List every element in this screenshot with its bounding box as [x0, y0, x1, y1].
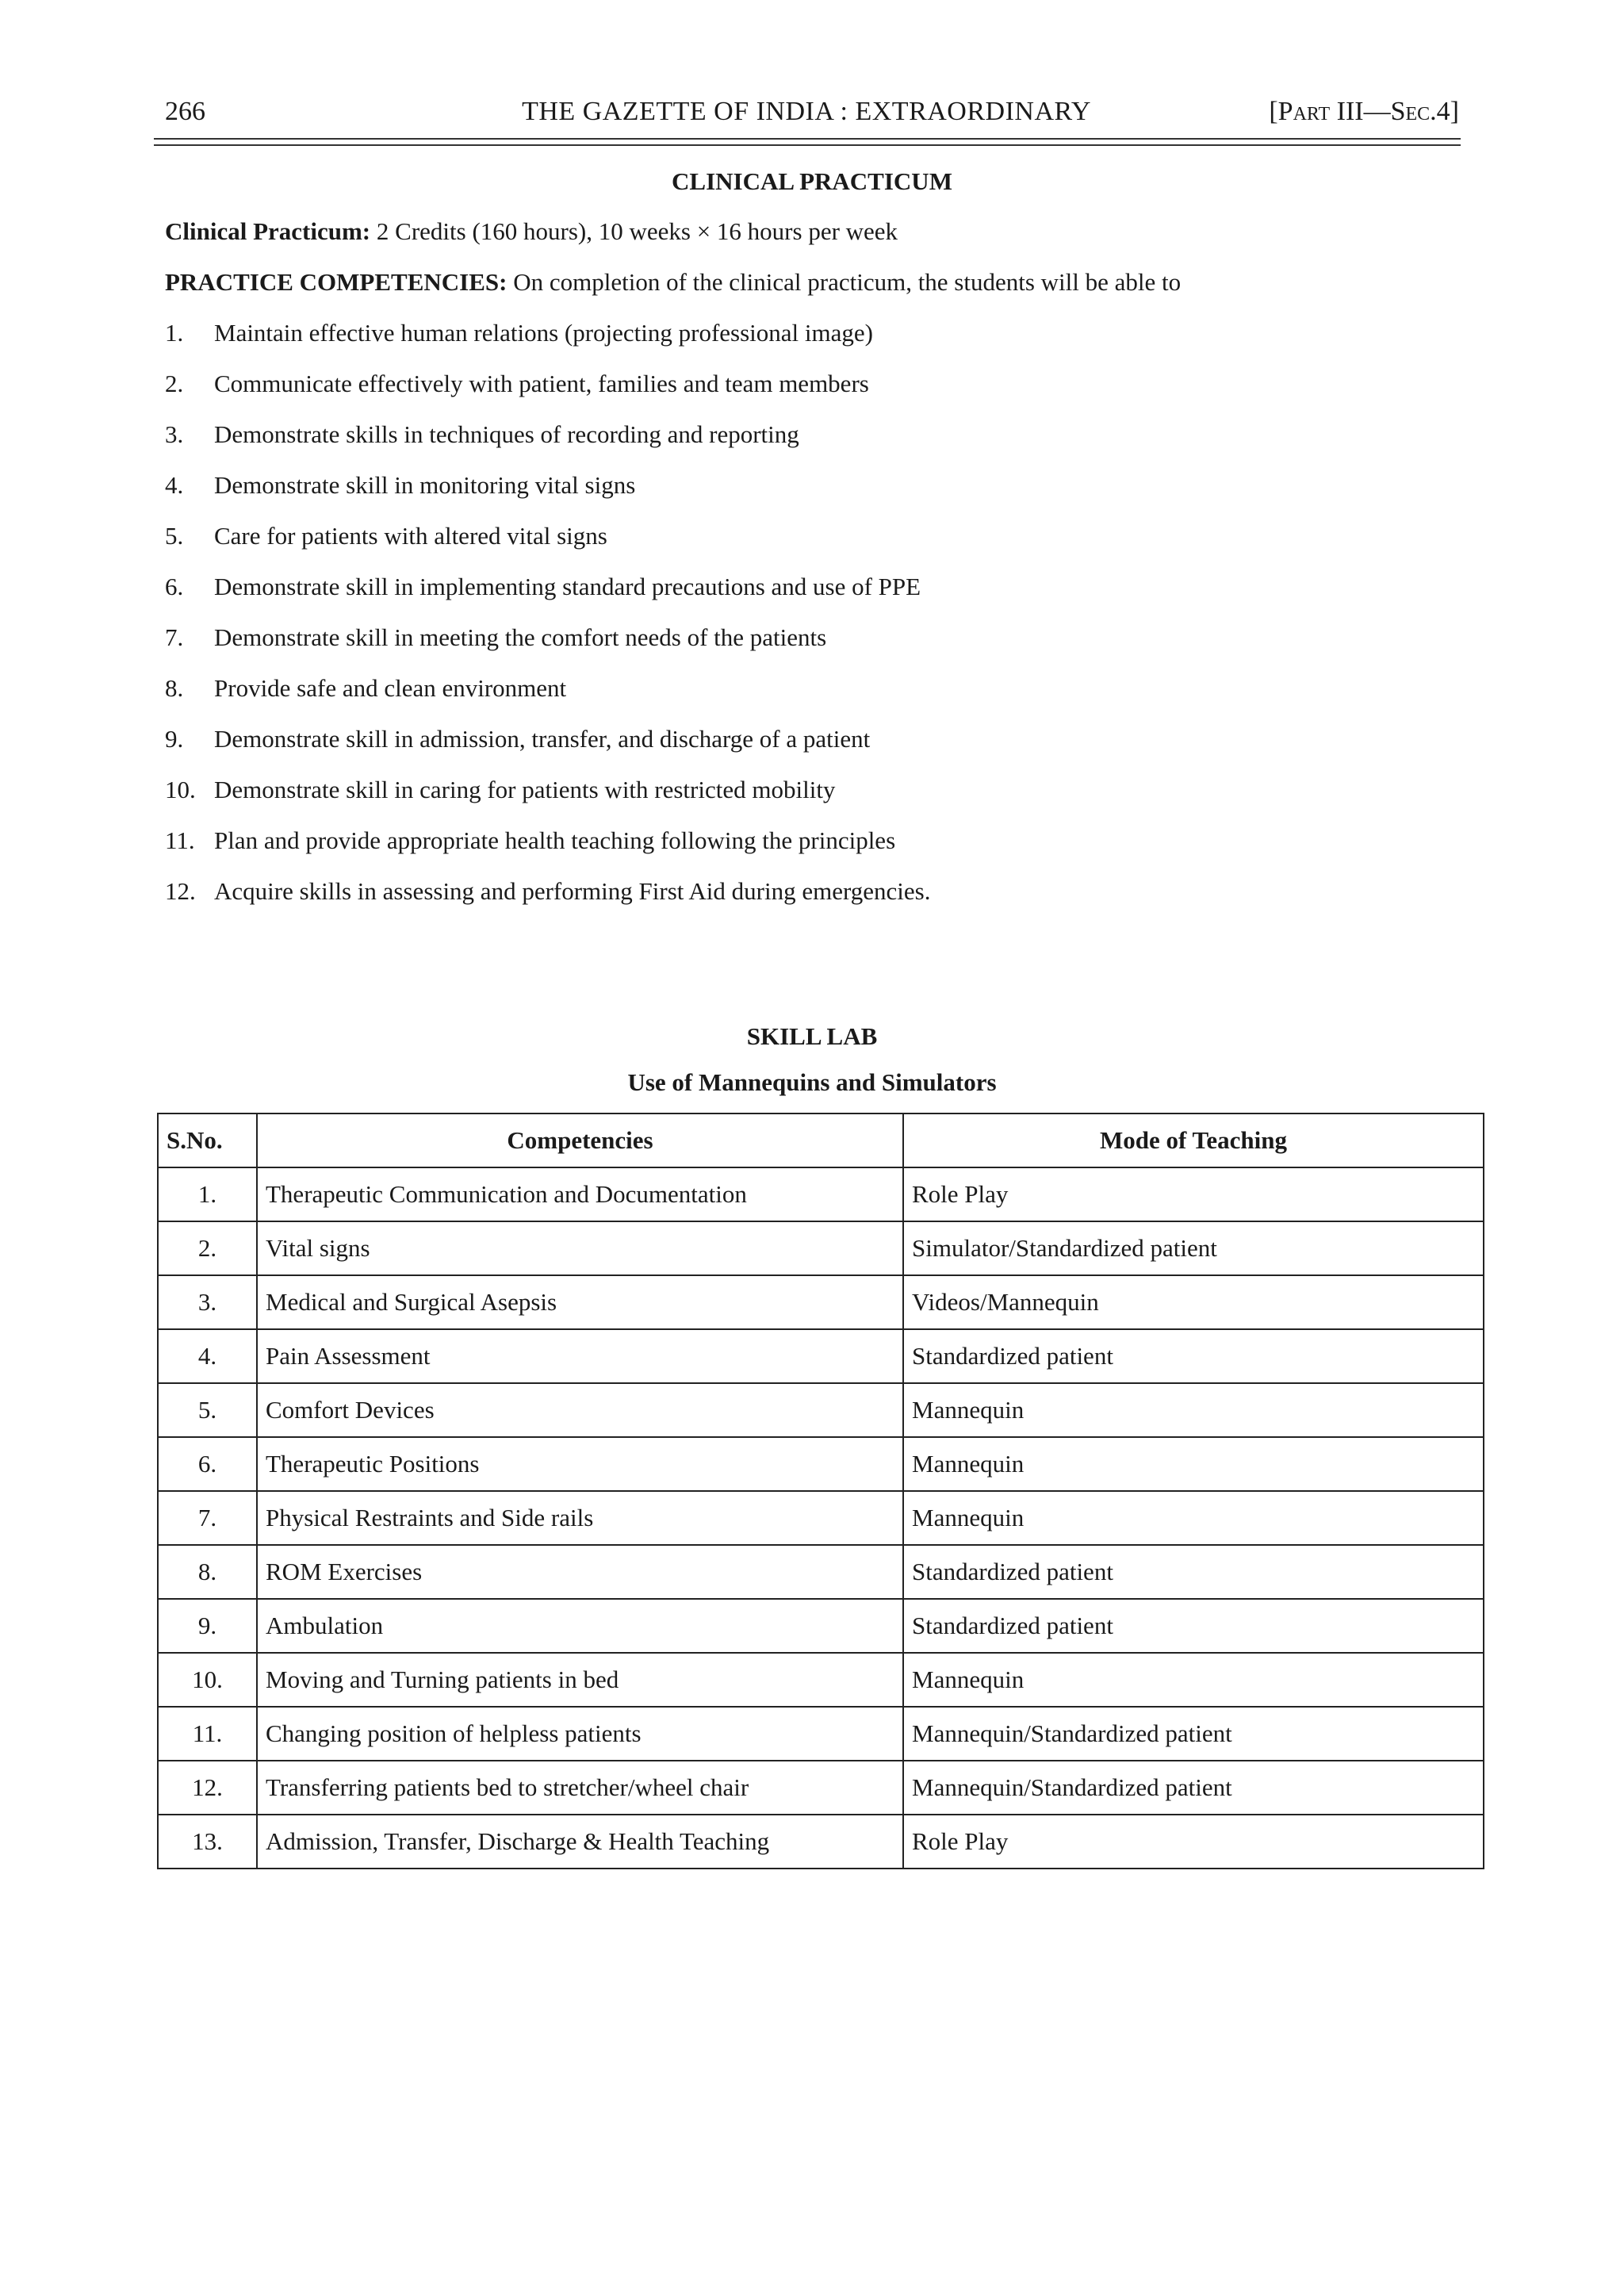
part-mid: III—	[1330, 97, 1391, 126]
cell-competency: Physical Restraints and Side rails	[257, 1491, 903, 1545]
running-header	[154, 94, 1459, 138]
table-header-row	[158, 1114, 1484, 1167]
part-section-label	[1269, 97, 1459, 127]
cell-sno: 6.	[158, 1437, 257, 1491]
cell-mode: Mannequin	[903, 1437, 1484, 1491]
cell-competency: Therapeutic Communication and Documentation	[257, 1167, 903, 1221]
header-rule-bottom	[154, 144, 1461, 146]
column-header-competencies: Competencies	[257, 1114, 903, 1167]
list-item	[165, 470, 1513, 520]
list-item-text: Acquire skills in assessing and performing First Aid during emergencies.	[214, 877, 931, 905]
list-item-text: Provide safe and clean environment	[214, 674, 567, 702]
table-row	[158, 1437, 1484, 1491]
cell-competency: Ambulation	[257, 1599, 903, 1653]
list-item	[165, 673, 1513, 723]
cell-mode: Standardized patient	[903, 1329, 1484, 1383]
competency-list	[165, 317, 1513, 926]
cell-mode: Role Play	[903, 1815, 1484, 1869]
list-item-number: 3.	[165, 420, 184, 448]
list-item-number: 5.	[165, 522, 184, 550]
cell-competency: Pain Assessment	[257, 1329, 903, 1383]
column-header-mode: Mode of Teaching	[903, 1114, 1484, 1167]
cell-competency: Transferring patients bed to stretcher/wheel chair	[257, 1761, 903, 1815]
part-open: [	[1269, 97, 1278, 126]
header-rule-top	[154, 138, 1461, 140]
skill-lab-table	[157, 1113, 1484, 1869]
list-item-text: Demonstrate skill in caring for patients with restricted mobility	[214, 776, 836, 803]
table-row	[158, 1653, 1484, 1707]
list-item	[165, 825, 1513, 876]
page-number: 266	[165, 97, 205, 126]
list-item-text: Demonstrate skill in monitoring vital signs	[214, 471, 636, 499]
cell-sno: 12.	[158, 1761, 257, 1815]
cell-mode: Role Play	[903, 1167, 1484, 1221]
table-row	[158, 1761, 1484, 1815]
table-row	[158, 1707, 1484, 1761]
clinical-practicum-heading: CLINICAL PRACTICUM	[672, 167, 952, 195]
list-item	[165, 723, 1513, 774]
cell-mode: Simulator/Standardized patient	[903, 1221, 1484, 1275]
list-item-number: 11.	[165, 826, 195, 854]
competencies-label: PRACTICE COMPETENCIES:	[165, 268, 508, 296]
list-item-number: 7.	[165, 623, 184, 651]
table-row	[158, 1275, 1484, 1329]
list-item-number: 12.	[165, 877, 196, 905]
list-item-text: Demonstrate skill in implementing standard precautions and use of PPE	[214, 573, 921, 600]
skill-lab-subheading: Use of Mannequins and Simulators	[627, 1068, 997, 1096]
cell-competency: Comfort Devices	[257, 1383, 903, 1437]
cell-competency: Moving and Turning patients in bed	[257, 1653, 903, 1707]
cell-mode: Mannequin	[903, 1491, 1484, 1545]
table-row	[158, 1329, 1484, 1383]
list-item-text: Maintain effective human relations (projecting professional image)	[214, 319, 873, 347]
gazette-title: THE GAZETTE OF INDIA : EXTRAORDINARY	[522, 97, 1091, 126]
list-item-number: 10.	[165, 776, 196, 803]
table-row	[158, 1167, 1484, 1221]
list-item	[165, 520, 1513, 571]
list-item-number: 1.	[165, 319, 184, 347]
cell-mode: Mannequin/Standardized patient	[903, 1761, 1484, 1815]
table-row	[158, 1221, 1484, 1275]
list-item-text: Care for patients with altered vital signs	[214, 522, 607, 550]
cell-competency: Therapeutic Positions	[257, 1437, 903, 1491]
cell-competency: Vital signs	[257, 1221, 903, 1275]
cell-mode: Standardized patient	[903, 1545, 1484, 1599]
list-item-number: 9.	[165, 725, 184, 753]
competencies-text: On completion of the clinical practicum, the students will be able to	[507, 268, 1182, 296]
credits-line	[165, 216, 898, 247]
list-item	[165, 419, 1513, 470]
list-item-number: 2.	[165, 370, 184, 397]
table-row	[158, 1383, 1484, 1437]
competencies-intro	[165, 266, 1181, 298]
cell-sno: 10.	[158, 1653, 257, 1707]
cell-sno: 7.	[158, 1491, 257, 1545]
list-item	[165, 622, 1513, 673]
cell-mode: Mannequin/Standardized patient	[903, 1707, 1484, 1761]
table-row	[158, 1815, 1484, 1869]
cell-sno: 1.	[158, 1167, 257, 1221]
section-word: Sec	[1390, 97, 1431, 126]
skill-lab-heading: SKILL LAB	[746, 1022, 878, 1050]
cell-competency: Changing position of helpless patients	[257, 1707, 903, 1761]
cell-competency: Medical and Surgical Asepsis	[257, 1275, 903, 1329]
list-item	[165, 774, 1513, 825]
list-item	[165, 368, 1513, 419]
list-item-number: 4.	[165, 471, 184, 499]
cell-mode: Mannequin	[903, 1653, 1484, 1707]
cell-mode: Mannequin	[903, 1383, 1484, 1437]
cell-mode: Standardized patient	[903, 1599, 1484, 1653]
column-header-sno: S.No.	[158, 1114, 257, 1167]
cell-sno: 3.	[158, 1275, 257, 1329]
cell-sno: 2.	[158, 1221, 257, 1275]
list-item	[165, 317, 1513, 368]
list-item-text: Demonstrate skills in techniques of recording and reporting	[214, 420, 799, 448]
credits-label: Clinical Practicum:	[165, 217, 371, 245]
list-item	[165, 571, 1513, 622]
cell-sno: 8.	[158, 1545, 257, 1599]
cell-competency: Admission, Transfer, Discharge & Health Teaching	[257, 1815, 903, 1869]
cell-sno: 5.	[158, 1383, 257, 1437]
credits-text: 2 Credits (160 hours), 10 weeks × 16 hours per week	[370, 217, 898, 245]
cell-mode: Videos/Mannequin	[903, 1275, 1484, 1329]
cell-sno: 4.	[158, 1329, 257, 1383]
part-close: .4]	[1430, 97, 1459, 126]
table-row	[158, 1491, 1484, 1545]
table-row	[158, 1599, 1484, 1653]
cell-competency: ROM Exercises	[257, 1545, 903, 1599]
list-item-text: Demonstrate skill in admission, transfer, and discharge of a patient	[214, 725, 871, 753]
table-row	[158, 1545, 1484, 1599]
cell-sno: 11.	[158, 1707, 257, 1761]
list-item-number: 8.	[165, 674, 184, 702]
list-item	[165, 876, 1513, 926]
list-item-text: Communicate effectively with patient, families and team members	[214, 370, 869, 397]
cell-sno: 9.	[158, 1599, 257, 1653]
list-item-text: Demonstrate skill in meeting the comfort needs of the patients	[214, 623, 827, 651]
list-item-text: Plan and provide appropriate health teaching following the principles	[214, 826, 896, 854]
part-word: Part	[1277, 97, 1331, 126]
cell-sno: 13.	[158, 1815, 257, 1869]
list-item-number: 6.	[165, 573, 184, 600]
